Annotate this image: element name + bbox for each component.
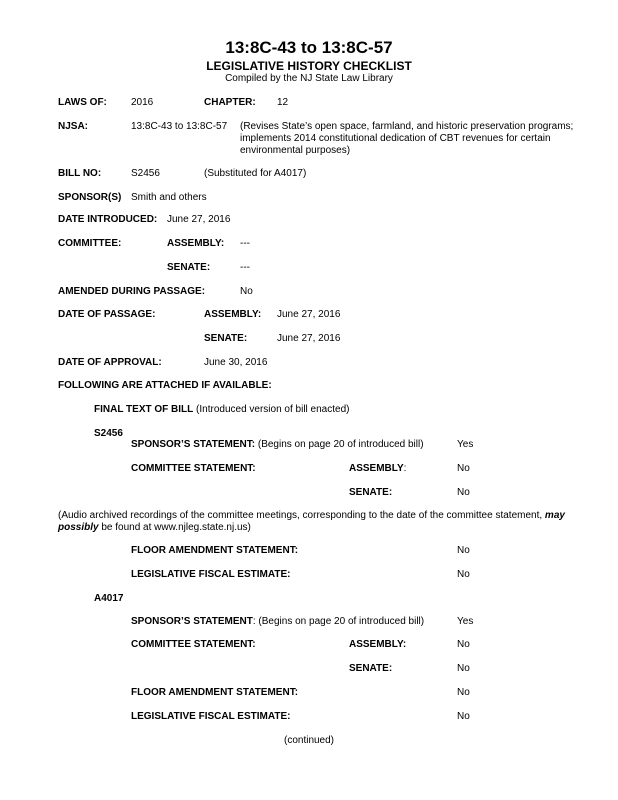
committee-senate-label: SENATE: [167, 262, 211, 273]
a4017-sponsor-statement-line [131, 616, 424, 627]
amended-value: No [240, 286, 253, 297]
a4017-sponsor-statement-label: SPONSOR’S STATEMENT [131, 616, 253, 627]
s2456-floor-label: FLOOR AMENDMENT STATEMENT: [131, 545, 299, 556]
committee-assembly-value: --- [240, 238, 250, 249]
a4017-sponsor-statement-note: : (Begins on page 20 of introduced bill) [252, 616, 425, 627]
s2456-floor-value: No [457, 545, 470, 556]
final-text-line [94, 404, 349, 415]
passage-assembly-label: ASSEMBLY: [204, 309, 262, 320]
laws-of-label: LAWS OF: [58, 97, 107, 108]
committee-senate-value: --- [240, 262, 250, 273]
final-text-note: (Introduced version of bill enacted) [193, 404, 350, 415]
njsa-description: (Revises State’s open space, farmland, and historic preservation programs; implements 2014 constitutional dedication of CBT revenues for certain environmental purposes) [240, 121, 574, 156]
s2456-sponsor-statement-line [131, 439, 424, 450]
laws-of-value: 2016 [131, 97, 154, 108]
a4017-fiscal-value: No [457, 711, 470, 722]
document-subtitle: LEGISLATIVE HISTORY CHECKLIST [206, 59, 412, 73]
audio-note-emphasis: may possibly [58, 510, 565, 533]
date-introduced-value: June 27, 2016 [167, 214, 231, 225]
a4017-floor-label: FLOOR AMENDMENT STATEMENT: [131, 687, 299, 698]
a4017-assembly-value: No [457, 639, 470, 650]
s2456-fiscal-label: LEGISLATIVE FISCAL ESTIMATE: [131, 569, 291, 580]
njsa-value: 13:8C-43 to 13:8C-57 [131, 121, 228, 132]
chapter-label: CHAPTER: [204, 97, 256, 108]
njsa-label: NJSA: [58, 121, 89, 132]
date-of-approval-value: June 30, 2016 [204, 357, 268, 368]
amended-label: AMENDED DURING PASSAGE: [58, 286, 206, 297]
s2456-assembly-colon: : [403, 463, 407, 474]
chapter-value: 12 [277, 97, 289, 108]
audio-note-part1: (Audio archived recordings of the committee meetings, corresponding to the date of the committee statement, [58, 510, 545, 521]
s2456-fiscal-value: No [457, 569, 470, 580]
a4017-committee-statement-label: COMMITTEE STATEMENT: [131, 639, 256, 650]
s2456-assembly-line [349, 463, 406, 474]
s2456-senate-value: No [457, 487, 470, 498]
audio-note-part2: be found at www.njleg.state.nj.us) [98, 522, 251, 533]
committee-assembly-label: ASSEMBLY: [167, 238, 225, 249]
s2456-committee-statement-label: COMMITTEE STATEMENT: [131, 463, 256, 474]
document-title: 13:8C-43 to 13:8C-57 [225, 38, 393, 57]
a4017-id: A4017 [94, 593, 124, 604]
passage-assembly-value: June 27, 2016 [277, 309, 341, 320]
s2456-assembly-label: ASSEMBLY [349, 463, 404, 474]
a4017-senate-label: SENATE: [349, 663, 393, 674]
s2456-senate-label: SENATE: [349, 487, 393, 498]
s2456-sponsor-statement-note: (Begins on page 20 of introduced bill) [255, 439, 424, 450]
sponsors-label: SPONSOR(S) [58, 192, 122, 203]
a4017-assembly-label: ASSEMBLY: [349, 639, 407, 650]
a4017-fiscal-label: LEGISLATIVE FISCAL ESTIMATE: [131, 711, 291, 722]
bill-no-label: BILL NO: [58, 168, 102, 179]
bill-no-note: (Substituted for A4017) [204, 168, 307, 179]
bill-no-value: S2456 [131, 168, 160, 179]
s2456-sponsor-statement-label: SPONSOR’S STATEMENT: [131, 439, 256, 450]
audio-note [58, 510, 608, 534]
attached-heading: FOLLOWING ARE ATTACHED IF AVAILABLE: [58, 380, 272, 391]
s2456-sponsor-statement-value: Yes [457, 439, 474, 450]
sponsors-value: Smith and others [131, 192, 207, 203]
a4017-senate-value: No [457, 663, 470, 674]
final-text-label: FINAL TEXT OF BILL [94, 404, 194, 415]
s2456-id: S2456 [94, 428, 123, 439]
s2456-assembly-value: No [457, 463, 470, 474]
compiled-by: Compiled by the NJ State Law Library [225, 73, 393, 84]
passage-senate-value: June 27, 2016 [277, 333, 341, 344]
continued-note: (continued) [283, 735, 335, 746]
a4017-sponsor-statement-value: Yes [457, 616, 474, 627]
committee-label: COMMITTEE: [58, 238, 122, 249]
a4017-floor-value: No [457, 687, 470, 698]
date-of-approval-label: DATE OF APPROVAL: [58, 357, 162, 368]
passage-senate-label: SENATE: [204, 333, 248, 344]
date-of-passage-label: DATE OF PASSAGE: [58, 309, 156, 320]
date-introduced-label: DATE INTRODUCED: [58, 214, 158, 225]
